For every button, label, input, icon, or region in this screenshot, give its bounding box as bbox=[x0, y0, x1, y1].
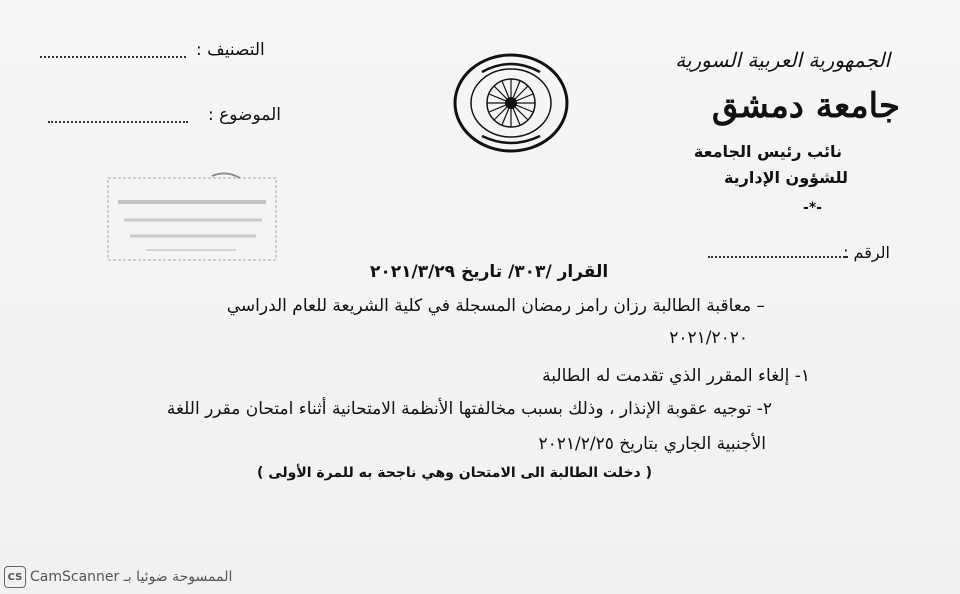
paragraph-line-1: – معاقبة الطالبة رزان رامز رمضان المسجلة في كلية الشريعة للعام الدراسي bbox=[226, 296, 765, 316]
republic-heading: الجمهورية العربية السورية bbox=[675, 48, 890, 72]
reference-number-label: الرقم : bbox=[843, 243, 890, 262]
university-seal-icon bbox=[452, 52, 570, 154]
office-title-line1: نائب رئيس الجامعة bbox=[693, 142, 842, 161]
university-heading: جامعة دمشق bbox=[711, 86, 900, 126]
decision-note: ( دخلت الطالبة الى الامتحان وهي ناجحة به للمرة الأولى ) bbox=[256, 465, 652, 481]
decision-item-2-line-2: الأجنبية الجاري بتاريخ ٢٠٢١/٢/٢٥ bbox=[538, 434, 766, 454]
reference-number-field bbox=[708, 256, 848, 258]
camscanner-logo-icon: CS bbox=[4, 566, 26, 588]
faded-stamp-icon bbox=[106, 172, 278, 264]
classification-field bbox=[40, 56, 186, 58]
classification-label: التصنيف : bbox=[196, 40, 265, 60]
header-divider: -*- bbox=[803, 200, 822, 216]
office-title-line2: للشؤون الإدارية bbox=[723, 168, 848, 187]
paragraph-line-2: ٢٠٢١/٢٠٢٠ bbox=[669, 328, 748, 348]
decision-item-1: ١- إلغاء المقرر الذي تقدمت له الطالبة bbox=[542, 366, 810, 386]
camscanner-watermark bbox=[4, 566, 232, 588]
decision-item-2-line-1: ٢- توجيه عقوبة الإنذار ، وذلك بسبب مخالفتها الأنظمة الامتحانية أثناء امتحان مقرر اللغة bbox=[166, 399, 772, 419]
subject-label: الموضوع : bbox=[208, 105, 282, 125]
decision-heading: القرار /٣٠٣/ تاريخ ٢٠٢١/٣/٢٩ bbox=[370, 262, 609, 282]
subject-field bbox=[48, 121, 188, 123]
camscanner-text: CamScanner الممسوحة ضوئيا بـ bbox=[30, 569, 233, 585]
